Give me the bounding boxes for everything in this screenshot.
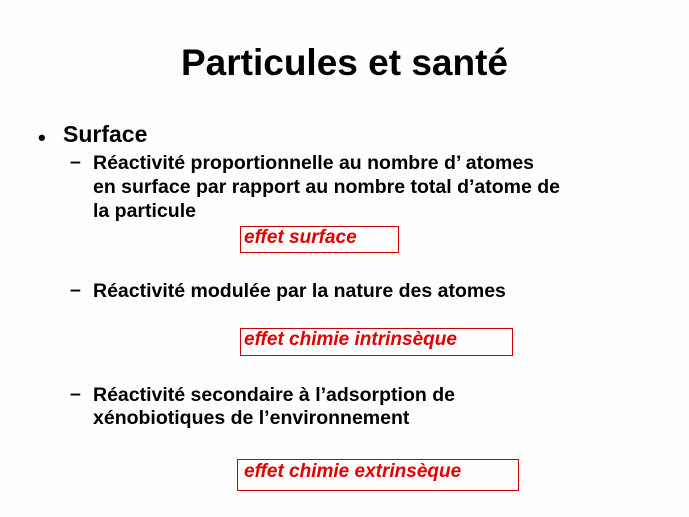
sub-item-3-text [93, 384, 673, 429]
sub-item-2-text [93, 280, 673, 302]
slide-title: Particules et santé [181, 42, 508, 83]
sub-item-3-dash: – [70, 383, 81, 405]
sub-item-3-line-2: xénobiotiques de l’environnement [93, 407, 410, 429]
effect-box-surface: effet surface [240, 226, 399, 253]
effect-box-chimie-extrinseque: effet chimie extrinsèque [237, 459, 519, 491]
effect-box-chimie-intrinseque: effet chimie intrinsèque [240, 328, 513, 356]
bullet-label-surface: Surface [63, 121, 148, 147]
sub-item-1-line-2: en surface par rapport au nombre total d’atome de [93, 176, 561, 198]
sub-item-1-dash: – [70, 151, 81, 173]
sub-item-1-line-1: Réactivité proportionnelle au nombre d’ atomes [93, 152, 535, 174]
sub-item-2-dash: – [70, 279, 81, 301]
sub-item-1-text [93, 152, 673, 222]
bullet-marker: • [38, 125, 46, 150]
sub-item-3-line-1: Réactivité secondaire à l’adsorption de [93, 384, 455, 406]
sub-item-2-line-1: Réactivité modulée par la nature des atomes [93, 280, 506, 302]
sub-item-1-line-3: la particule [93, 200, 196, 222]
